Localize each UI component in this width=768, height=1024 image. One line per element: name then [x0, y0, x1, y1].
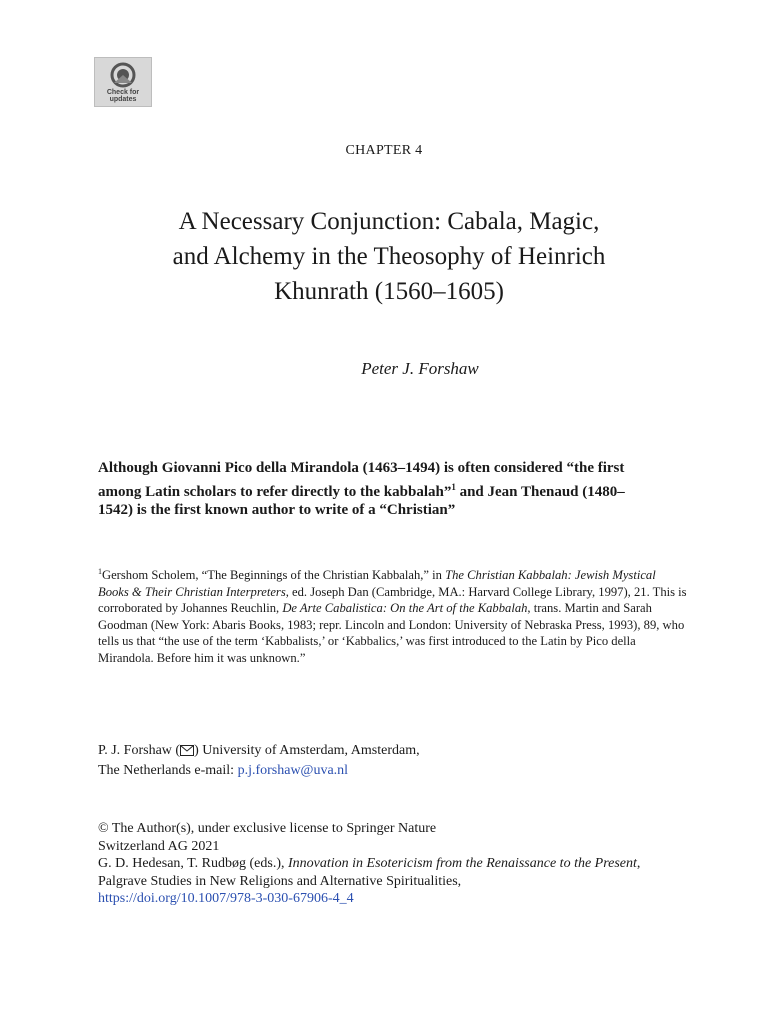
title-line-1: A Necessary Conjunction: Cabala, Magic, [178, 208, 600, 235]
chapter-label: CHAPTER 4 [345, 143, 423, 158]
footnote-title-1: The Christian Kabbalah: Jewish Mystical Books & Their Christian Interpreters [98, 568, 656, 599]
footnote [98, 564, 688, 666]
chapter-title [100, 204, 678, 309]
book-title: Innovation in Esotericism from the Renaissance to the Present [288, 856, 637, 871]
envelope-icon [180, 744, 194, 762]
author-affiliation [98, 742, 658, 780]
affiliation-country: The Netherlands e-mail: [98, 763, 238, 778]
footnote-text-2: , ed. Joseph Dan (Cambridge, MA.: Harvard College Library, 1997), 21. This is corroborated by Johannes Reuchlin, [98, 584, 687, 616]
footnote-number: 1 [98, 567, 102, 576]
author-name: Peter J. Forshaw [361, 359, 479, 378]
footnote-title-2: De Arte Cabalistica: On the Art of the Kabbalah [282, 601, 528, 616]
opening-text-2: and Jean Thenaud (1480–1542) is the first known author to write of a “Christian” [98, 483, 625, 518]
footnote-text-1: Gershom Scholem, “The Beginnings of the Christian Kabbalah,” in [102, 568, 446, 583]
copyright-line-1: © The Author(s), under exclusive license to Springer Nature [98, 821, 437, 836]
footnote-text-3: , trans. Martin and Sarah Goodman (New York: Abaris Books, 1983; repr. Lincoln and London: University of Nebraska Press, 1993), 89, who tells us that “the use of the term ‘Kabbalists,’ or ‘Kabbalics,’ was first introduced to the Latin by Pico della Mirandola. Before him it was unknown.” [98, 601, 685, 665]
series-name: , Palgrave Studies in New Religions and Alternative Spiritualities, [98, 856, 641, 889]
doi-link[interactable]: https://doi.org/10.1007/978-3-030-67906-4_4 [98, 891, 354, 906]
copyright-line-2: Switzerland AG 2021 [98, 838, 220, 854]
check-for-updates-badge[interactable] [94, 57, 152, 107]
badge-label: Check for updates [106, 89, 140, 103]
check-for-updates-icon [106, 62, 140, 88]
opening-paragraph [98, 459, 658, 520]
title-line-2: and Alchemy in the Theosophy of Heinrich [172, 243, 606, 270]
affiliation-name: P. J. Forshaw ( [98, 743, 181, 758]
email-link[interactable]: p.j.forshaw@uva.nl [237, 763, 349, 778]
copyright-block [98, 820, 658, 908]
editors: G. D. Hedesan, T. Rudbøg (eds.), [98, 856, 289, 871]
footnote-reference[interactable]: 1 [451, 481, 456, 492]
title-line-3: Khunrath (1560–1605) [274, 278, 504, 305]
opening-text-1: Although Giovanni Pico della Mirandola (1463–1494) is often considered “the first among Latin scholars to refer directly to the kabbalah” [98, 460, 625, 500]
affiliation-institution: ) University of Amsterdam, Amsterdam, [194, 743, 420, 758]
